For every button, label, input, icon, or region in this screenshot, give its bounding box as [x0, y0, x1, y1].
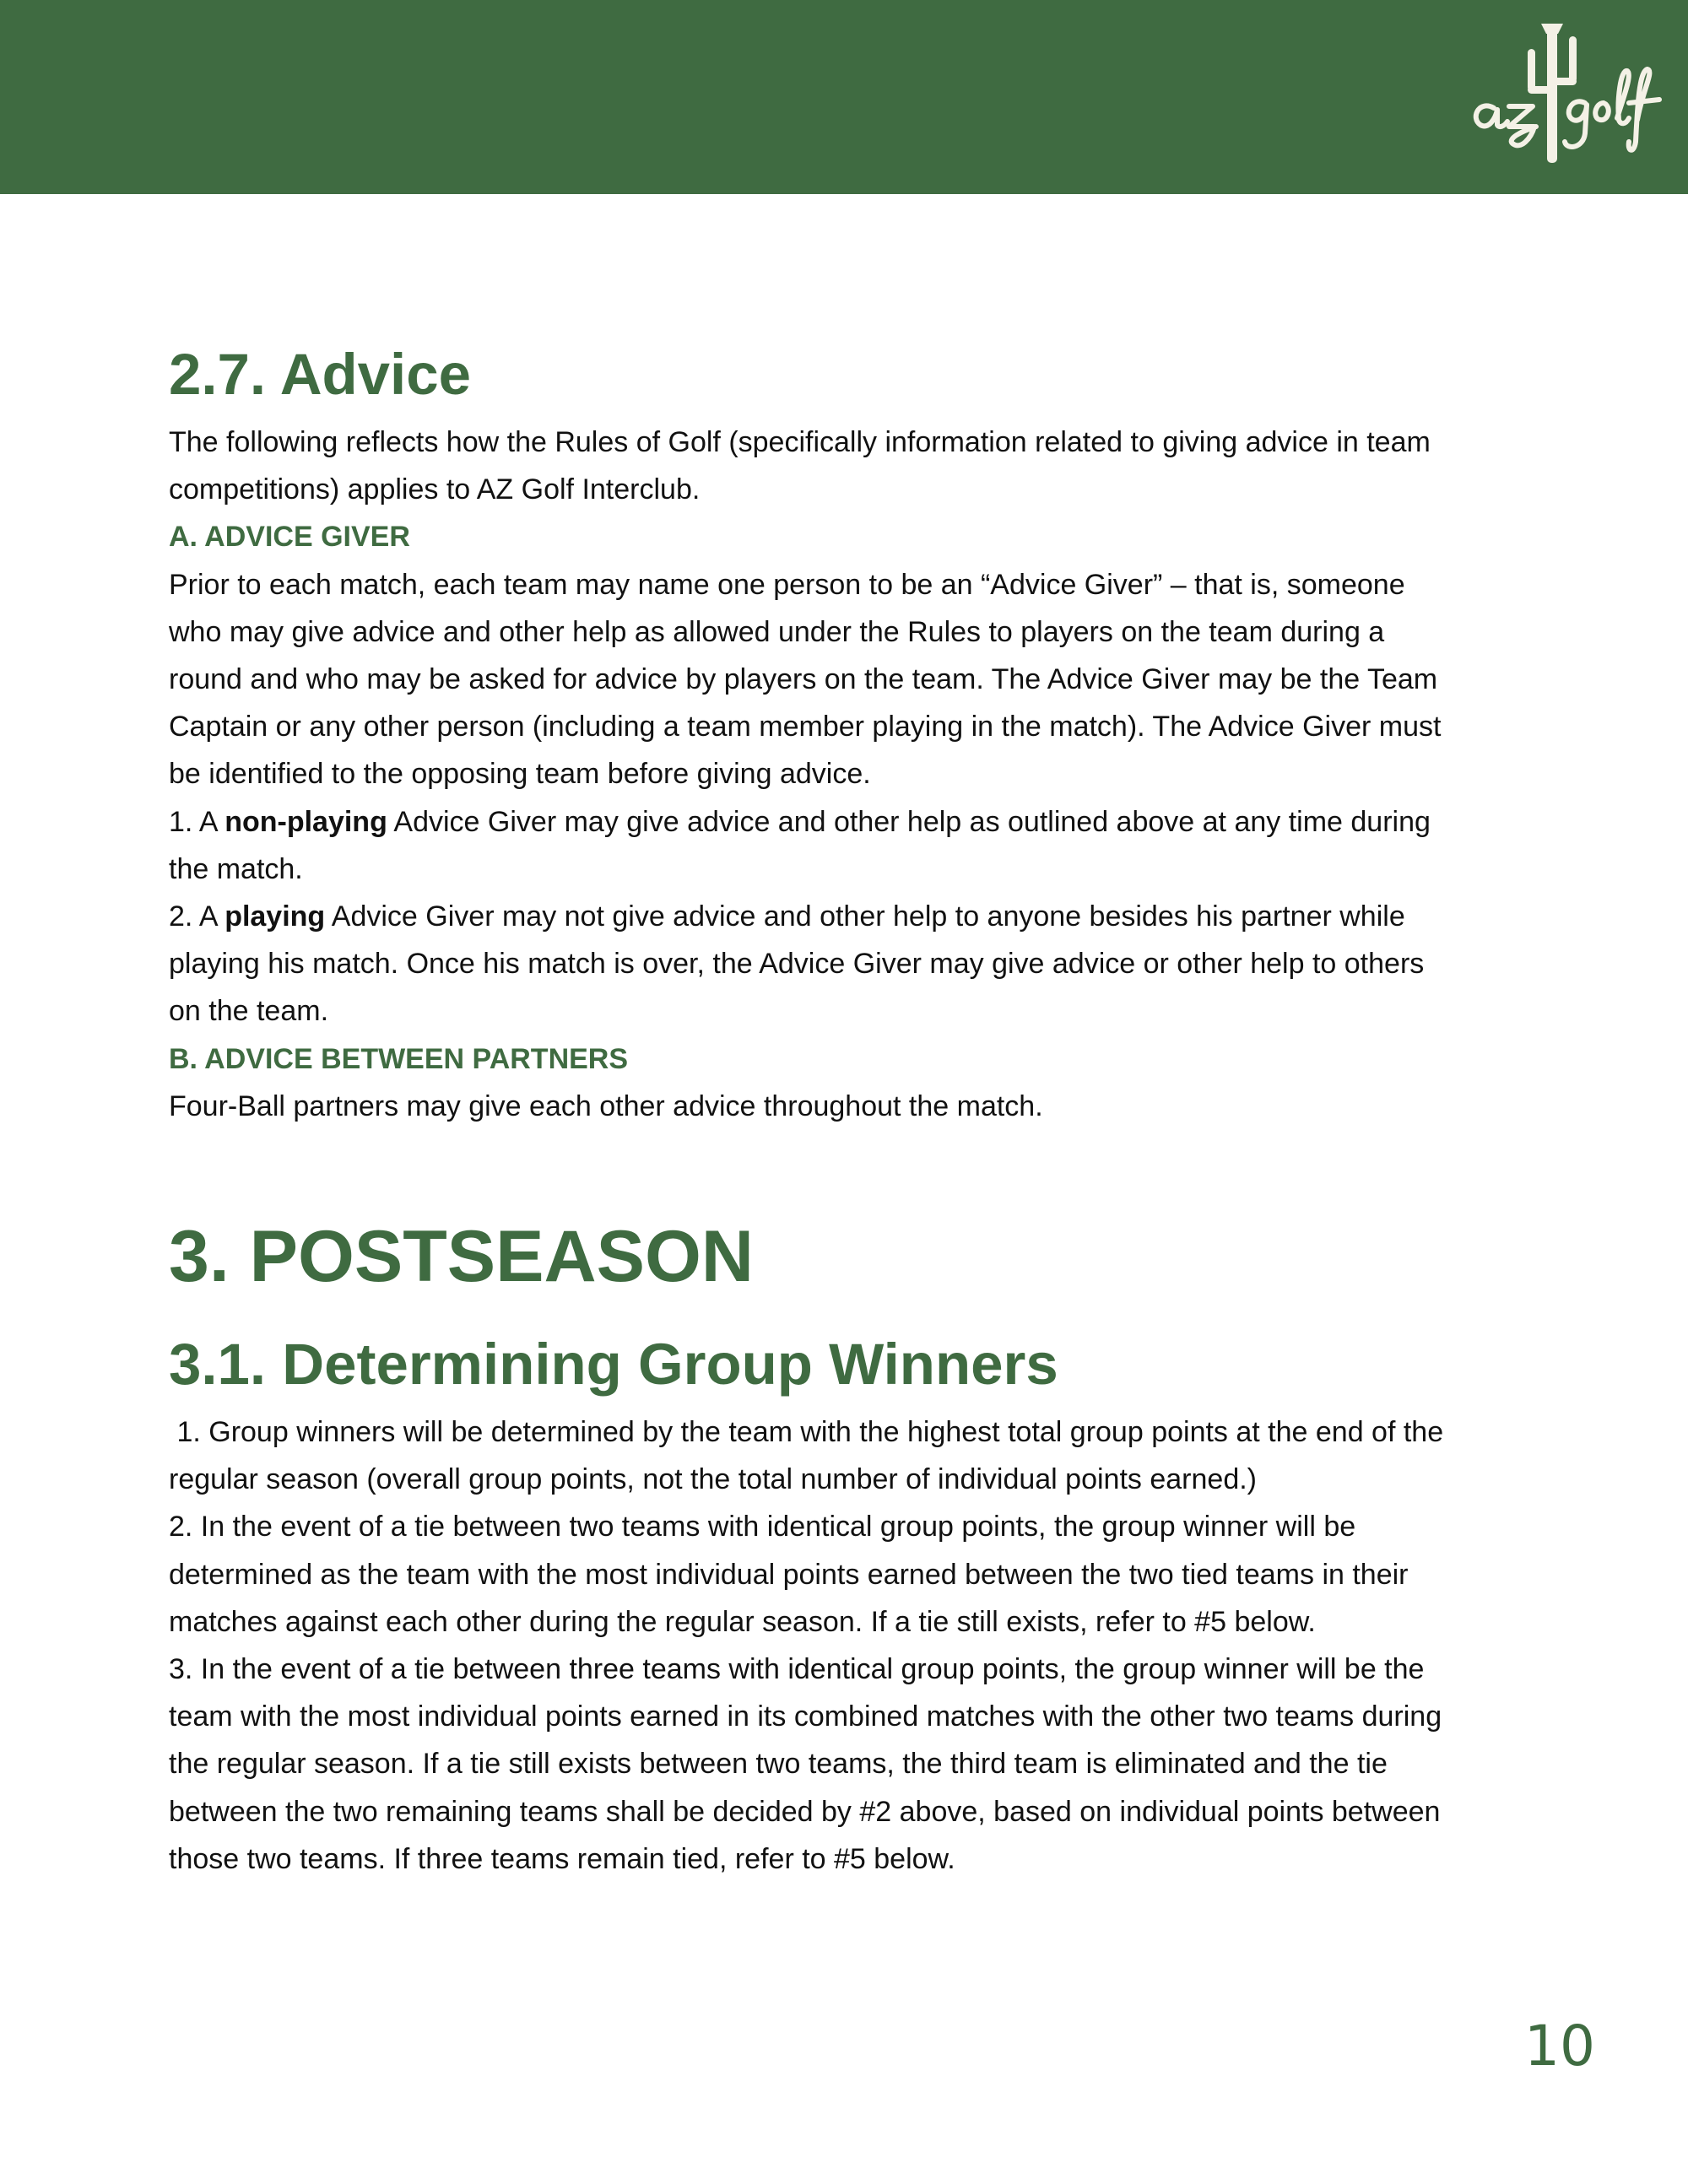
item-prefix: 1. A [169, 805, 225, 838]
group-winners-item-2: 2. In the event of a tie between two teams with identical group points, the group winner will be determined as the team with the most individual points earned between the two tied teams in their matches against each other during the regular season. If a tie still exists, refer to #5 below. [169, 1511, 1409, 1638]
section-heading-group-winners: 3.1. Determining Group Winners [169, 1332, 1058, 1397]
advice-intro-paragraph: The following reflects how the Rules of Golf (specifically information related to giving advice in team competitions) applies to AZ Golf Interclub. [169, 426, 1431, 506]
group-winners-item-3: 3. In the event of a tie between three teams with identical group points, the group winner will be the team with the most individual points earned in its combined matches with the other two teams during the regular season. If a tie still exists between two teams, the third team is eliminated and the tie between the two remaining teams shall be decided by #2 above, based on individual points between those two teams. If three teams remain tied, refer to #5 below. [169, 1653, 1442, 1875]
item-rest: Advice Giver may not give advice and other help to anyone besides his partner while playing his match. Once his match is over, the Advice Giver may give advice or other help to others on the team. [169, 900, 1425, 1028]
az-golf-logo [1460, 15, 1671, 184]
advice-between-partners-paragraph: Four-Ball partners may give each other advice throughout the match. [169, 1089, 1043, 1122]
subheading-advice-giver: A. ADVICE GIVER [169, 521, 410, 554]
bold-term-non-playing: non-playing [225, 805, 387, 838]
section-heading-advice: 2.7. Advice [169, 342, 471, 407]
subheading-advice-between-partners: B. ADVICE BETWEEN PARTNERS [169, 1042, 629, 1075]
page-number: 10 [1524, 2014, 1595, 2079]
advice-giver-item-1 [169, 798, 1452, 893]
item-prefix: 2. A [169, 900, 225, 933]
bold-term-playing: playing [225, 900, 326, 933]
header-band [0, 0, 1688, 194]
item-rest: Advice Giver may give advice and other help as outlined above at any time during the match. [169, 805, 1431, 885]
chapter-heading-postseason: 3. POSTSEASON [169, 1216, 754, 1298]
cactus-logo-icon [1460, 15, 1671, 184]
advice-giver-item-2 [169, 893, 1452, 1035]
group-winners-item-1: 1. Group winners will be determined by the team with the highest total group points at the end of the regular season (overall group points, not the total number of individual points earned.) [169, 1416, 1452, 1496]
advice-giver-paragraph: Prior to each match, each team may name one person to be an “Advice Giver” – that is, someone who may give advice and other help as allowed under the Rules to players on the team during a round and who may be asked for advice by players on the team. The Advice Giver may be the Team Captain or any other person (including a team member playing in the match). The Advice Giver must be identified to the opposing team before giving advice. [169, 568, 1442, 791]
page-content [169, 331, 1452, 1883]
